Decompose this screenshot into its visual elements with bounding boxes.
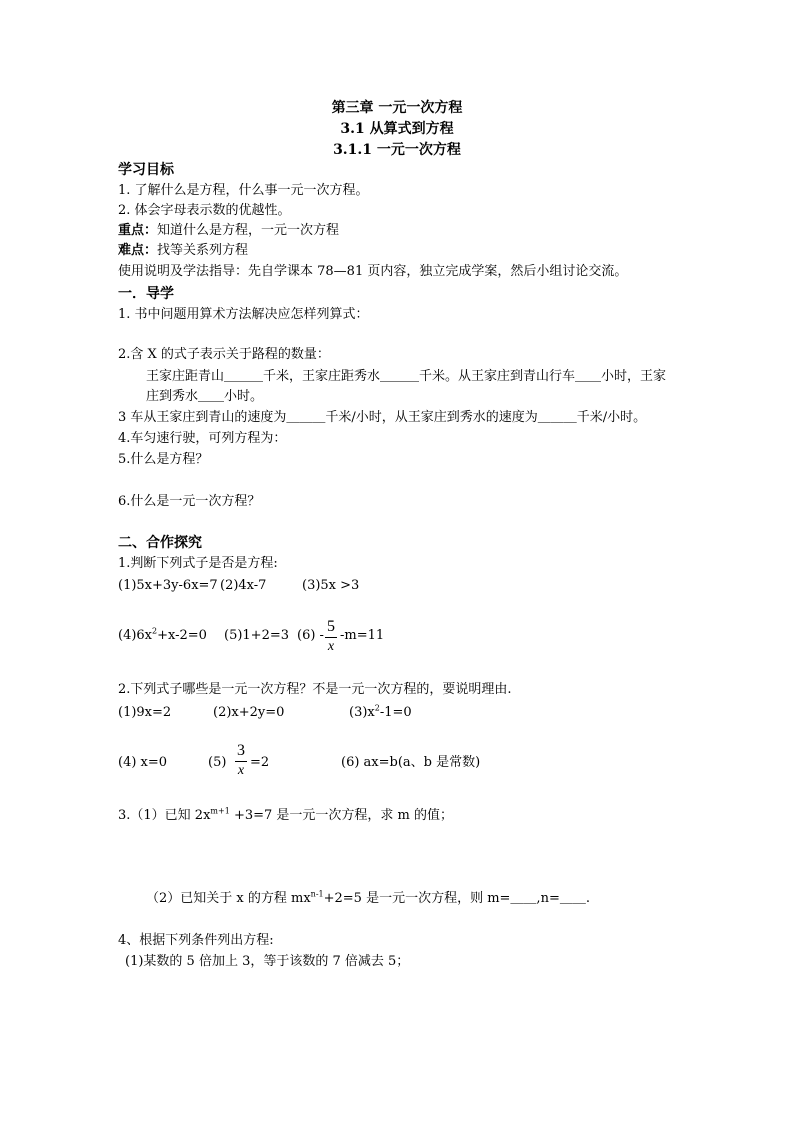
problem-2-f: (6) ax=b(a、b 是常数) bbox=[341, 755, 481, 770]
problem-1-e: (5)1+2=3 bbox=[224, 628, 290, 643]
difficulty-label: 难点： bbox=[118, 243, 158, 258]
subsection-title: 3.1.1 一元一次方程 bbox=[333, 142, 461, 158]
problem-1-a: (1)5x+3y-6x=7 bbox=[118, 578, 218, 593]
goal-item-2: 2. 体会字母表示数的优越性。 bbox=[118, 203, 291, 218]
problem-1-d: $(4)6x^2+x-2=0$ bbox=[118, 626, 207, 643]
difficulty-text: 找等关系列方程 bbox=[157, 243, 249, 258]
problem-2-b: (2)x+2y=0 bbox=[213, 705, 285, 720]
guide-question-2: 2.含 X 的式子表示关于路程的数量： bbox=[118, 347, 330, 362]
guide-question-1: 1. 书中问题用算术方法解决应怎样列算式： bbox=[118, 307, 369, 322]
key-point-label: 重点： bbox=[118, 223, 158, 238]
problem-1-c: (3)5x >3 bbox=[302, 578, 360, 593]
usage-instructions: 使用说明及学法指导：先自学课本 78—81 页内容，独立完成学案，然后小组讨论交流。 bbox=[118, 264, 628, 279]
problem-4: 4、根据下列条件列出方程: bbox=[118, 933, 274, 948]
problem-1-f-suffix: -m=11 bbox=[340, 628, 385, 643]
problem-3-part-1: 3.（1）已知 $2x^{m+1} +3=7$ 是一元一次方程，求 m 的值； bbox=[118, 806, 453, 823]
problem-2-e-suffix: =2 bbox=[250, 755, 270, 770]
problem-1-b: (2)4x-7 bbox=[220, 578, 267, 593]
problem-4-item-1: (1)某数的 5 倍加上 3，等于该数的 7 倍减去 5； bbox=[125, 954, 410, 969]
problem-2-e-fraction bbox=[235, 743, 247, 778]
problem-2-a: (1)9x=2 bbox=[118, 705, 172, 720]
guide-question-5: 5.什么是方程？ bbox=[118, 452, 209, 467]
problem-2-d: (4) x=0 bbox=[118, 755, 168, 770]
fraction-numerator: 3 bbox=[237, 742, 245, 759]
guide-question-4: 4.车匀速行驶，可列方程为： bbox=[118, 431, 287, 446]
guide-question-2-line-1: 王家庄距青山＿＿＿千米，王家庄距秀水＿＿＿千米。从王家庄到青山行车＿＿小时，王家 bbox=[146, 369, 667, 384]
problem-1: 1.判断下列式子是否是方程: bbox=[118, 556, 278, 571]
problem-2-c: $(3)x^2-1=0$ bbox=[349, 703, 412, 720]
explore-heading: 二、合作探究 bbox=[118, 535, 202, 551]
problem-2: 2.下列式子哪些是一元一次方程？不是一元一次方程的，要说明理由. bbox=[118, 682, 512, 697]
fraction-numerator: 5 bbox=[327, 618, 335, 635]
problem-1-f-fraction bbox=[325, 619, 337, 654]
problem-2-e-prefix: (5) bbox=[208, 755, 227, 770]
problem-1-f-prefix: (6) - bbox=[297, 628, 324, 643]
guide-question-3: 3 车从王家庄到青山的速度为＿＿＿千米/小时，从王家庄到秀水的速度为＿＿＿千米/小时。 bbox=[118, 410, 647, 425]
problem-3-part-2: （2）已知关于 x 的方程 $mx^{n-1}+2=5$ 是一元一次方程，则 m=＿＿,n=＿＿. bbox=[146, 889, 590, 906]
fraction-bar bbox=[235, 761, 247, 762]
section-title: 3.1 从算式到方程 bbox=[340, 121, 454, 137]
difficulty-point bbox=[118, 244, 248, 257]
fraction-bar bbox=[325, 637, 337, 638]
fraction-denominator: x bbox=[237, 763, 245, 778]
goal-item-1: 1. 了解什么是方程，什么事一元一次方程。 bbox=[118, 183, 369, 198]
key-point bbox=[118, 224, 339, 237]
guide-question-6: 6.什么是一元一次方程？ bbox=[118, 494, 261, 509]
goals-heading: 学习目标 bbox=[118, 162, 174, 178]
guide-question-2-line-2: 庄到秀水＿＿小时。 bbox=[146, 389, 264, 404]
chapter-title: 第三章 一元一次方程 bbox=[331, 100, 463, 116]
guide-heading: 一．导学 bbox=[118, 286, 174, 302]
fraction-denominator: x bbox=[327, 639, 335, 654]
key-point-text: 知道什么是方程，一元一次方程 bbox=[157, 223, 340, 238]
